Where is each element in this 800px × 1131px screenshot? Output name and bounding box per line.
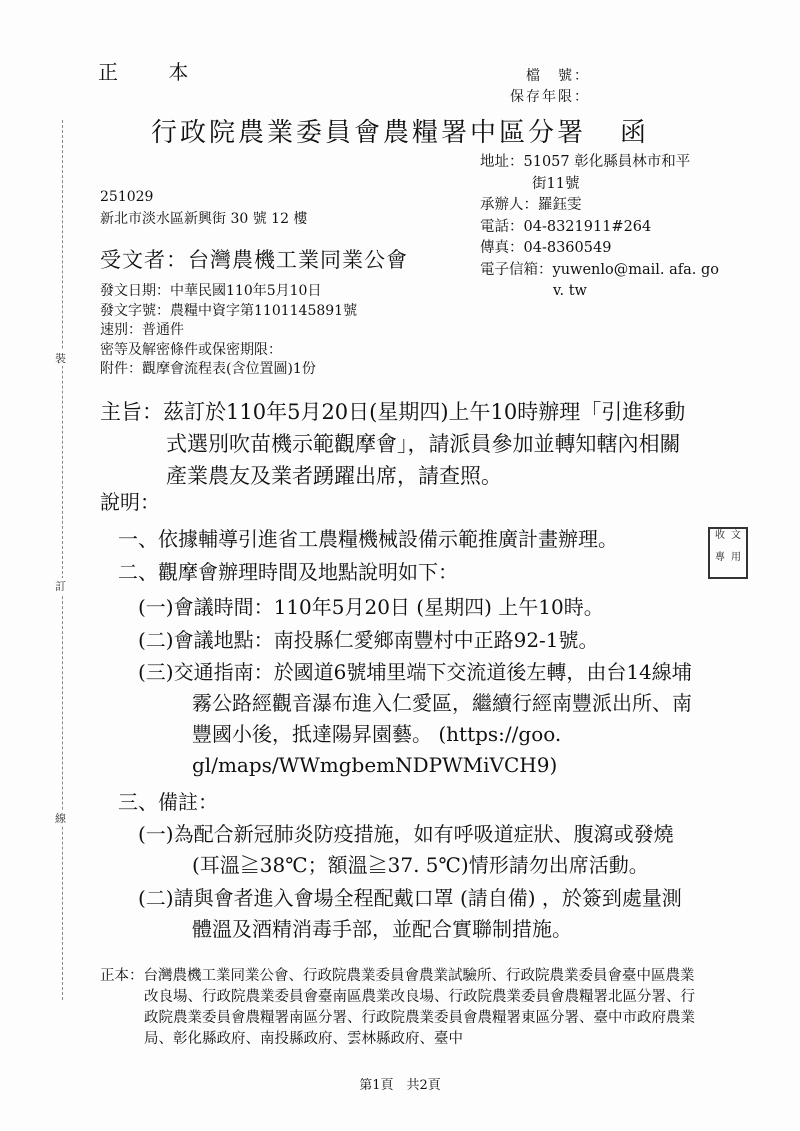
explanation-item-3-1 — [138, 819, 700, 881]
explanation-item-2-1: (一)會議時間：110年5月20日 (星期四) 上午10時。 — [138, 595, 604, 619]
explanation-item-2-3 — [138, 657, 700, 781]
subject — [100, 396, 700, 492]
attachment: 附件：觀摩會流程表(含位置圖)1份 — [100, 361, 316, 377]
address-line-cont: 街11號 — [532, 175, 580, 192]
explanation-heading: 說明： — [100, 490, 160, 514]
meta-block — [100, 282, 357, 380]
explanation-item-2-2: (二)會議地點：南投縣仁愛鄉南豐村中正路92-1號。 — [138, 628, 599, 652]
file-number-label: 檔 號： — [526, 68, 590, 84]
carbon-copy — [100, 966, 700, 1050]
cc-text: 正本：台灣農機工業同業公會、行政院農業委員會農業試驗所、行政院農業委員會臺中區農業改良場、行政院農業委員會臺南區農業改良場、行政院農業委員會農糧署北區分署、行政院農業委員會農糧署南區分署、行政院農業委員會農糧署東區分署、臺中市政府農業局、彰化縣政府、南投縣政府、雲林縣政府、臺中 — [100, 968, 695, 1047]
stamp-char: 收 — [715, 530, 725, 541]
explanation-item-2: 二、觀摩會辦理時間及地點說明如下： — [118, 560, 458, 584]
explanation-item-3-2 — [138, 883, 700, 945]
retention-label: 保存年限： — [510, 89, 590, 105]
covid-note-text: (一)為配合新冠肺炎防疫措施，如有呼吸道症狀、腹瀉或發燒(耳溫≧38℃；額溫≧37. 5℃)情形請勿出席活動。 — [138, 822, 674, 877]
binding-mark-middle: 訂 — [55, 580, 66, 593]
email-cont: v. tw — [553, 283, 587, 299]
street-address: 新北市淡水區新興街 30 號 12 樓 — [100, 211, 308, 227]
binding-mark-top: 裝 — [55, 352, 66, 365]
traffic-guide-text: (三)交通指南：於國道6號埔里端下交流道後左轉，由台14線埔霧公路經觀音瀑布進入仁愛區，繼續行經南豐派出所、南豐國小後，抵達陽昇園藝。 (https://goo. gl/maps/WWmgbemNDPWMiVCH9) — [138, 660, 692, 777]
explanation-item-3: 三、備註： — [118, 790, 218, 814]
doc-type: 函 — [620, 118, 650, 148]
phone: 電話：04-8321911#264 — [480, 218, 652, 235]
receipt-stamp — [708, 527, 748, 579]
explanation-item-1: 一、依據輔導引進省工農糧機械設備示範推廣計畫辦理。 — [118, 527, 618, 551]
address-line: 地址：51057 彰化縣員林市和平 — [480, 154, 691, 170]
file-info — [510, 66, 590, 108]
contact-block — [480, 152, 719, 303]
issue-date: 發文日期：中華民國110年5月10日 — [100, 283, 322, 299]
stamp-char: 專 — [715, 552, 725, 563]
subject-text: 主旨：茲訂於110年5月20日(星期四)上午10時辦理「引進移動式選別吹苗機示範觀摩會」，請派員參加並轉知轄內相關產業農友及業者踴躍出席，請查照。 — [100, 400, 686, 488]
secrecy: 密等及解密條件或保密期限： — [100, 341, 282, 358]
binding-mark-bottom: 線 — [55, 812, 66, 825]
agency-name: 行政院農業委員會農糧署中區分署 — [150, 118, 586, 148]
issue-number: 發文字號：農糧中資字第1101145891號 — [100, 302, 358, 319]
email: 電子信箱：yuwenlo@mail. afa. go — [480, 261, 720, 278]
stamp-char: 文 — [731, 530, 741, 541]
page-footer: 第1頁 共2頁 — [359, 1078, 441, 1093]
copy-mark: 正 本 — [98, 60, 211, 84]
speed: 速別：普通件 — [100, 322, 184, 338]
recipient-address — [100, 186, 307, 230]
mask-note-text: (二)請與會者進入會場全程配戴口罩 (請自備) ，於簽到處量測體溫及酒精消毒手部，並配合實聯制措施。 — [138, 886, 682, 941]
fax: 傳真：04-8360549 — [480, 240, 612, 256]
handler: 承辦人：羅鈺雯 — [480, 197, 582, 213]
binding-line — [62, 120, 63, 1000]
stamp-char: 用 — [731, 552, 741, 563]
recipient: 受文者：台灣農機工業同業公會 — [100, 248, 408, 272]
document-title — [0, 112, 800, 149]
zip-code: 251029 — [100, 189, 154, 205]
